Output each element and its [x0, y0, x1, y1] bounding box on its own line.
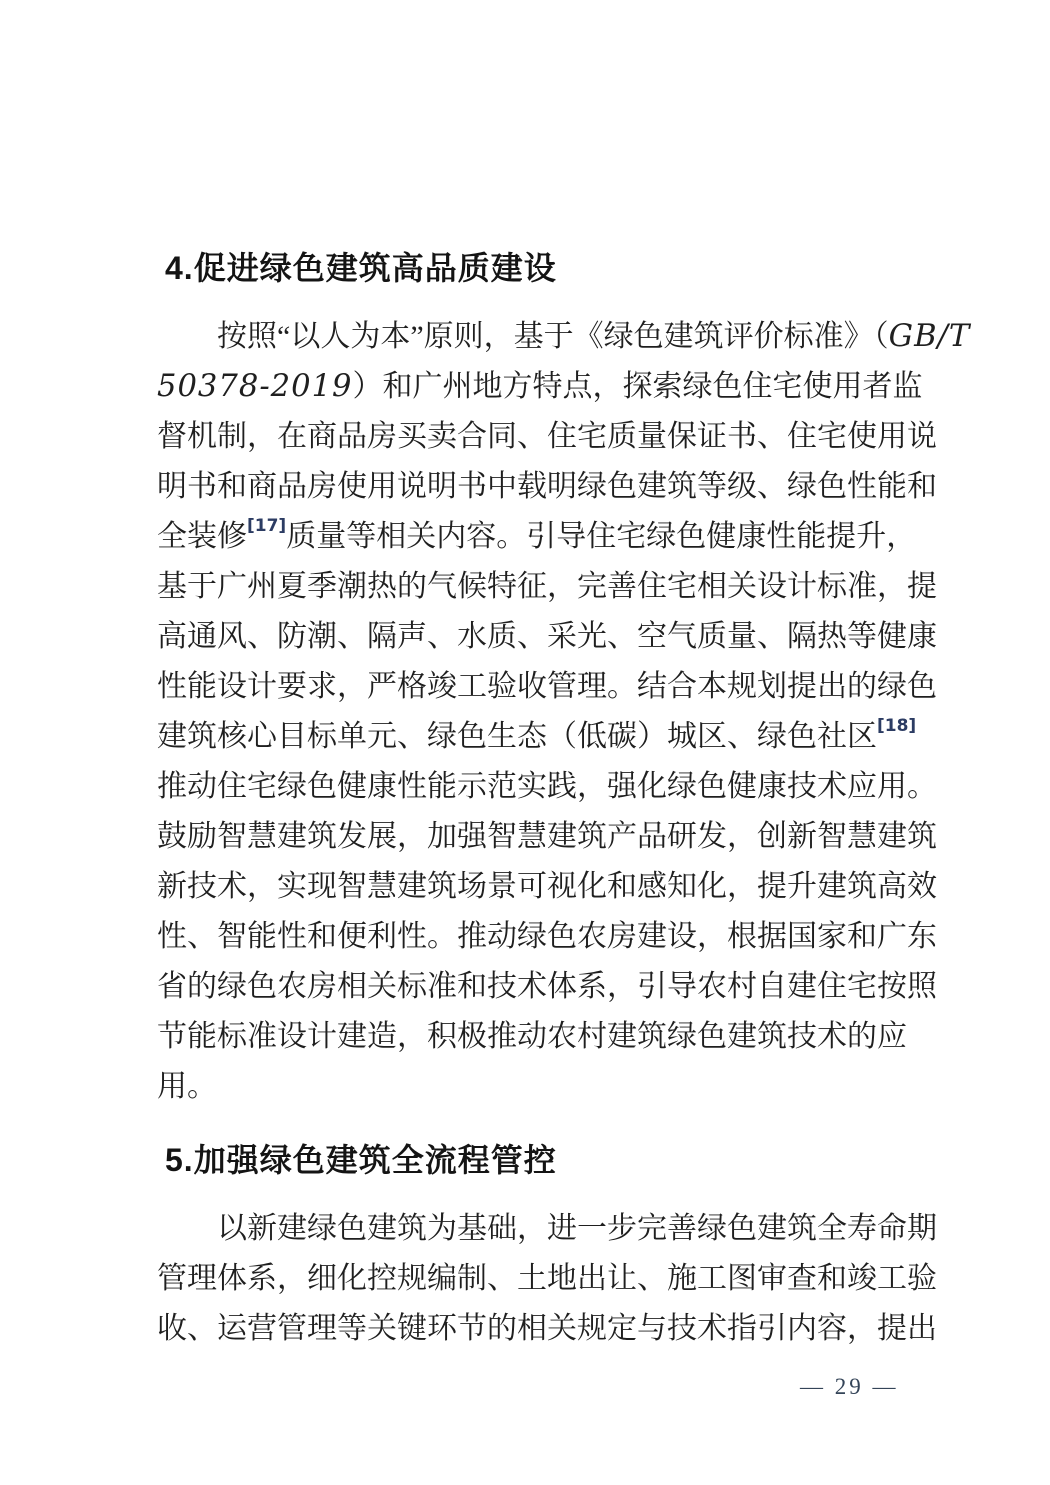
text-segment: 全装修 [157, 520, 247, 553]
text-segment: 按照“以人为本”原则，基于《绿色建筑评价标准》（ [217, 320, 889, 353]
text-segment: 质量等相关内容。引导住宅绿色健康性能提升， [286, 520, 917, 553]
section-4-paragraph [157, 312, 971, 1112]
text-line [157, 712, 917, 762]
section-4-heading: 4.促进绿色建筑高品质建设 [165, 250, 557, 286]
text-line: 节能标准设计建造，积极推动农村建筑绿色建筑技术的应 [157, 1020, 907, 1053]
text-line: 鼓励智慧建筑发展，加强智慧建筑产品研发，创新智慧建筑 [157, 820, 937, 853]
text-line: 性、智能性和便利性。推动绿色农房建设，根据国家和广东 [157, 920, 937, 953]
text-line: 用。 [157, 1070, 217, 1103]
footnote-ref-17: [17] [247, 516, 287, 536]
text-line: 收、运营管理等关键环节的相关规定与技术指引内容，提出 [157, 1312, 937, 1345]
text-column [157, 0, 971, 1354]
section-5-paragraph [157, 1204, 937, 1354]
latin-segment: GB/T [888, 319, 971, 354]
text-line: 推动住宅绿色健康性能示范实践，强化绿色健康技术应用。 [157, 770, 937, 803]
text-line: 明书和商品房使用说明书中载明绿色建筑等级、绿色性能和 [157, 470, 937, 503]
footnote-ref-18: [18] [877, 716, 917, 736]
text-line: 高通风、防潮、隔声、水质、采光、空气质量、隔热等健康 [157, 620, 937, 653]
text-line: 督机制，在商品房买卖合同、住宅质量保证书、住宅使用说 [157, 420, 937, 453]
text-line [157, 362, 923, 412]
text-line: 基于广州夏季潮热的气候特征，完善住宅相关设计标准，提 [157, 570, 937, 603]
latin-segment: 50378-2019 [157, 369, 353, 404]
page-number: — 29 — [800, 1374, 899, 1399]
text-line: 省的绿色农房相关标准和技术体系，引导农村自建住宅按照 [157, 970, 937, 1003]
text-line [157, 312, 971, 362]
text-line: 管理体系，细化控规编制、土地出让、施工图审查和竣工验 [157, 1262, 937, 1295]
text-line: 新技术，实现智慧建筑场景可视化和感知化，提升建筑高效 [157, 870, 937, 903]
text-line: 以新建绿色建筑为基础，进一步完善绿色建筑全寿命期 [217, 1212, 937, 1245]
text-segment: ）和广州地方特点，探索绿色住宅使用者监 [352, 370, 923, 403]
text-line [157, 512, 917, 562]
text-segment: 建筑核心目标单元、绿色生态（低碳）城区、绿色社区 [157, 720, 877, 753]
section-5-heading: 5.加强绿色建筑全流程管控 [165, 1142, 557, 1178]
text-line: 性能设计要求，严格竣工验收管理。结合本规划提出的绿色 [157, 670, 937, 703]
